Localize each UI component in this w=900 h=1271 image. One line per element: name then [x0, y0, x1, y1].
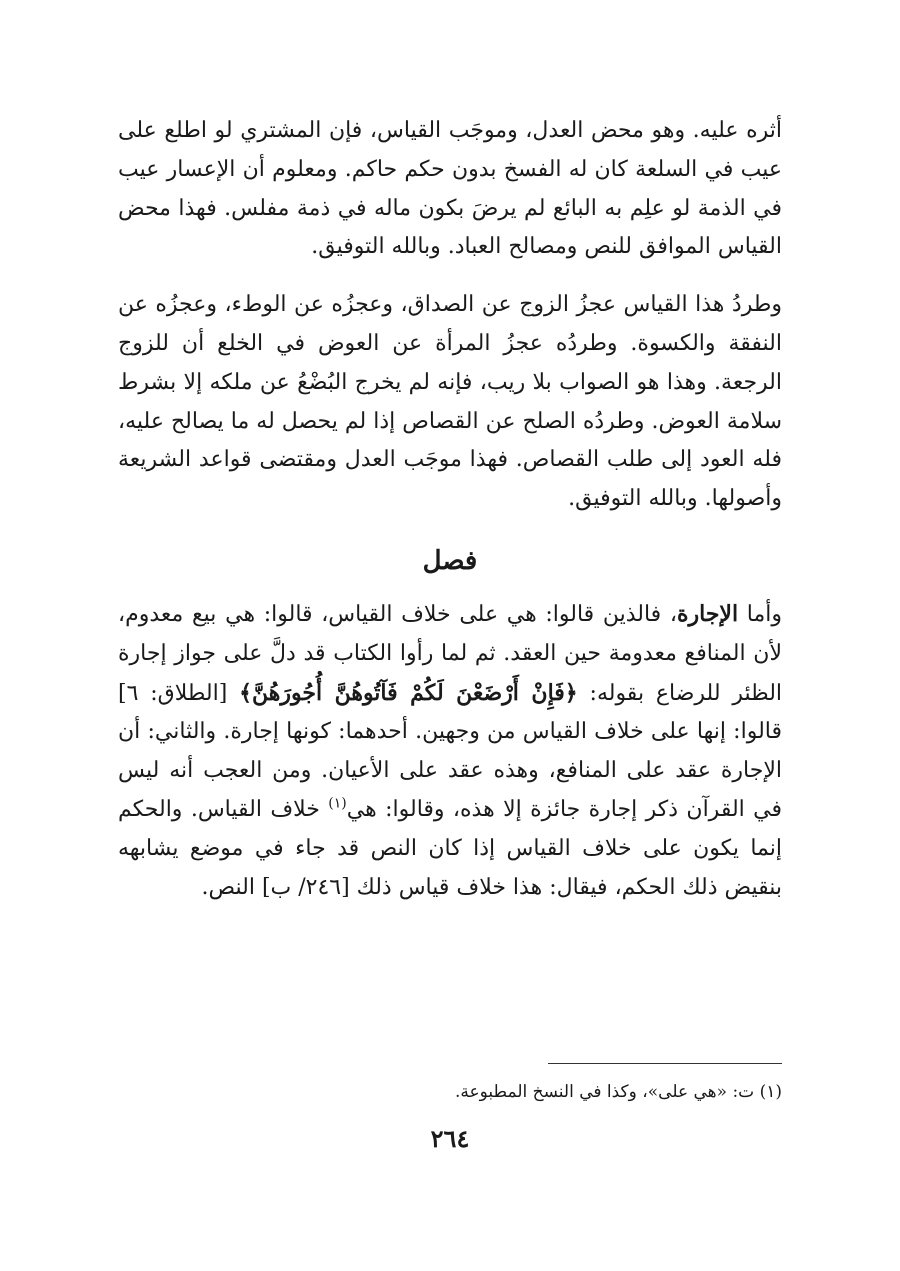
- paragraph-1: أثره عليه. وهو محض العدل، وموجَب القياس، فإن المشتري لو اطلع على عيب في السلعة كان له الفسخ بدون حكم حاكم. ومعلوم أن الإعسار عيب في الذمة لو علِم به البائع لم يرضَ بكون ماله في ذمة مفلس. فهذا محض القياس الموافق للنص ومصالح العباد. وبالله التوفيق.: [118, 118, 782, 260]
- term-ijara: الإجارة: [676, 600, 739, 627]
- paragraph-3-intro: وأما: [738, 601, 782, 627]
- footnote: (١) ت: «هي على»، وكذا في النسخ المطبوعة.: [454, 1082, 782, 1102]
- page-number: ٢٦٤: [430, 1124, 470, 1153]
- footnote-divider: [548, 1063, 782, 1064]
- paragraph-2: وطردُ هذا القياس عجزُ الزوج عن الصداق، وعجزُه عن الوطء، وعجزُه عن النفقة والكسوة. وطردُه عجزُ المرأة عن العوض في الخلع أن للزوج الرجعة. وهذا هو الصواب بلا ريب، فإنه لم يخرج البُضْعُ عن ملكه إلا بشرط سلامة العوض. وطردُه الصلح عن القصاص إذا لم يحصل له ما يصالح عليه، فله العود إلى طلب القصاص. فهذا موجَب العدل ومقتضى قواعد الشريعة وأصولها. وبالله التوفيق.: [118, 292, 782, 512]
- quran-verse: ﴿فَإِنْ أَرْضَعْنَ لَكُمْ فَآتُوهُنَّ أُجُورَهُنَّ﴾: [239, 679, 578, 706]
- footnote-marker: (١): [328, 795, 347, 812]
- paragraph-3-text-a: ، فالذين قالوا: هي على خلاف القياس، قالوا: هي بيع معدوم، لأن المنافع معدومة حين العقد. ثم لما رأوا الكتاب قد دلَّ على جواز إجارة الظئر للرضاع بقوله:: [118, 601, 783, 706]
- verse-reference: [الطلاق: ٦]: [118, 680, 240, 706]
- paragraph-3: [118, 595, 782, 907]
- section-heading: فصل: [422, 545, 478, 576]
- paragraph-3-text-b: قالوا: إنها على خلاف القياس من وجهين. أحدهما: كونها إجارة. والثاني: أن الإجارة عقد على المنافع، وهذه عقد على الأعيان. ومن العجب أنه ليس في القرآن ذكر إجارة جائزة إلا هذه، وقالوا: هي: [118, 719, 783, 822]
- paragraph-3-text-c: خلاف القياس. والحكم إنما يكون على خلاف القياس إذا كان النص قد جاء في موضع يشابهه بنقيض ذلك الحكم، فيقال: هذا خلاف قياس ذلك [٢٤٦/ ب] النص.: [118, 796, 782, 900]
- main-text: [118, 112, 782, 907]
